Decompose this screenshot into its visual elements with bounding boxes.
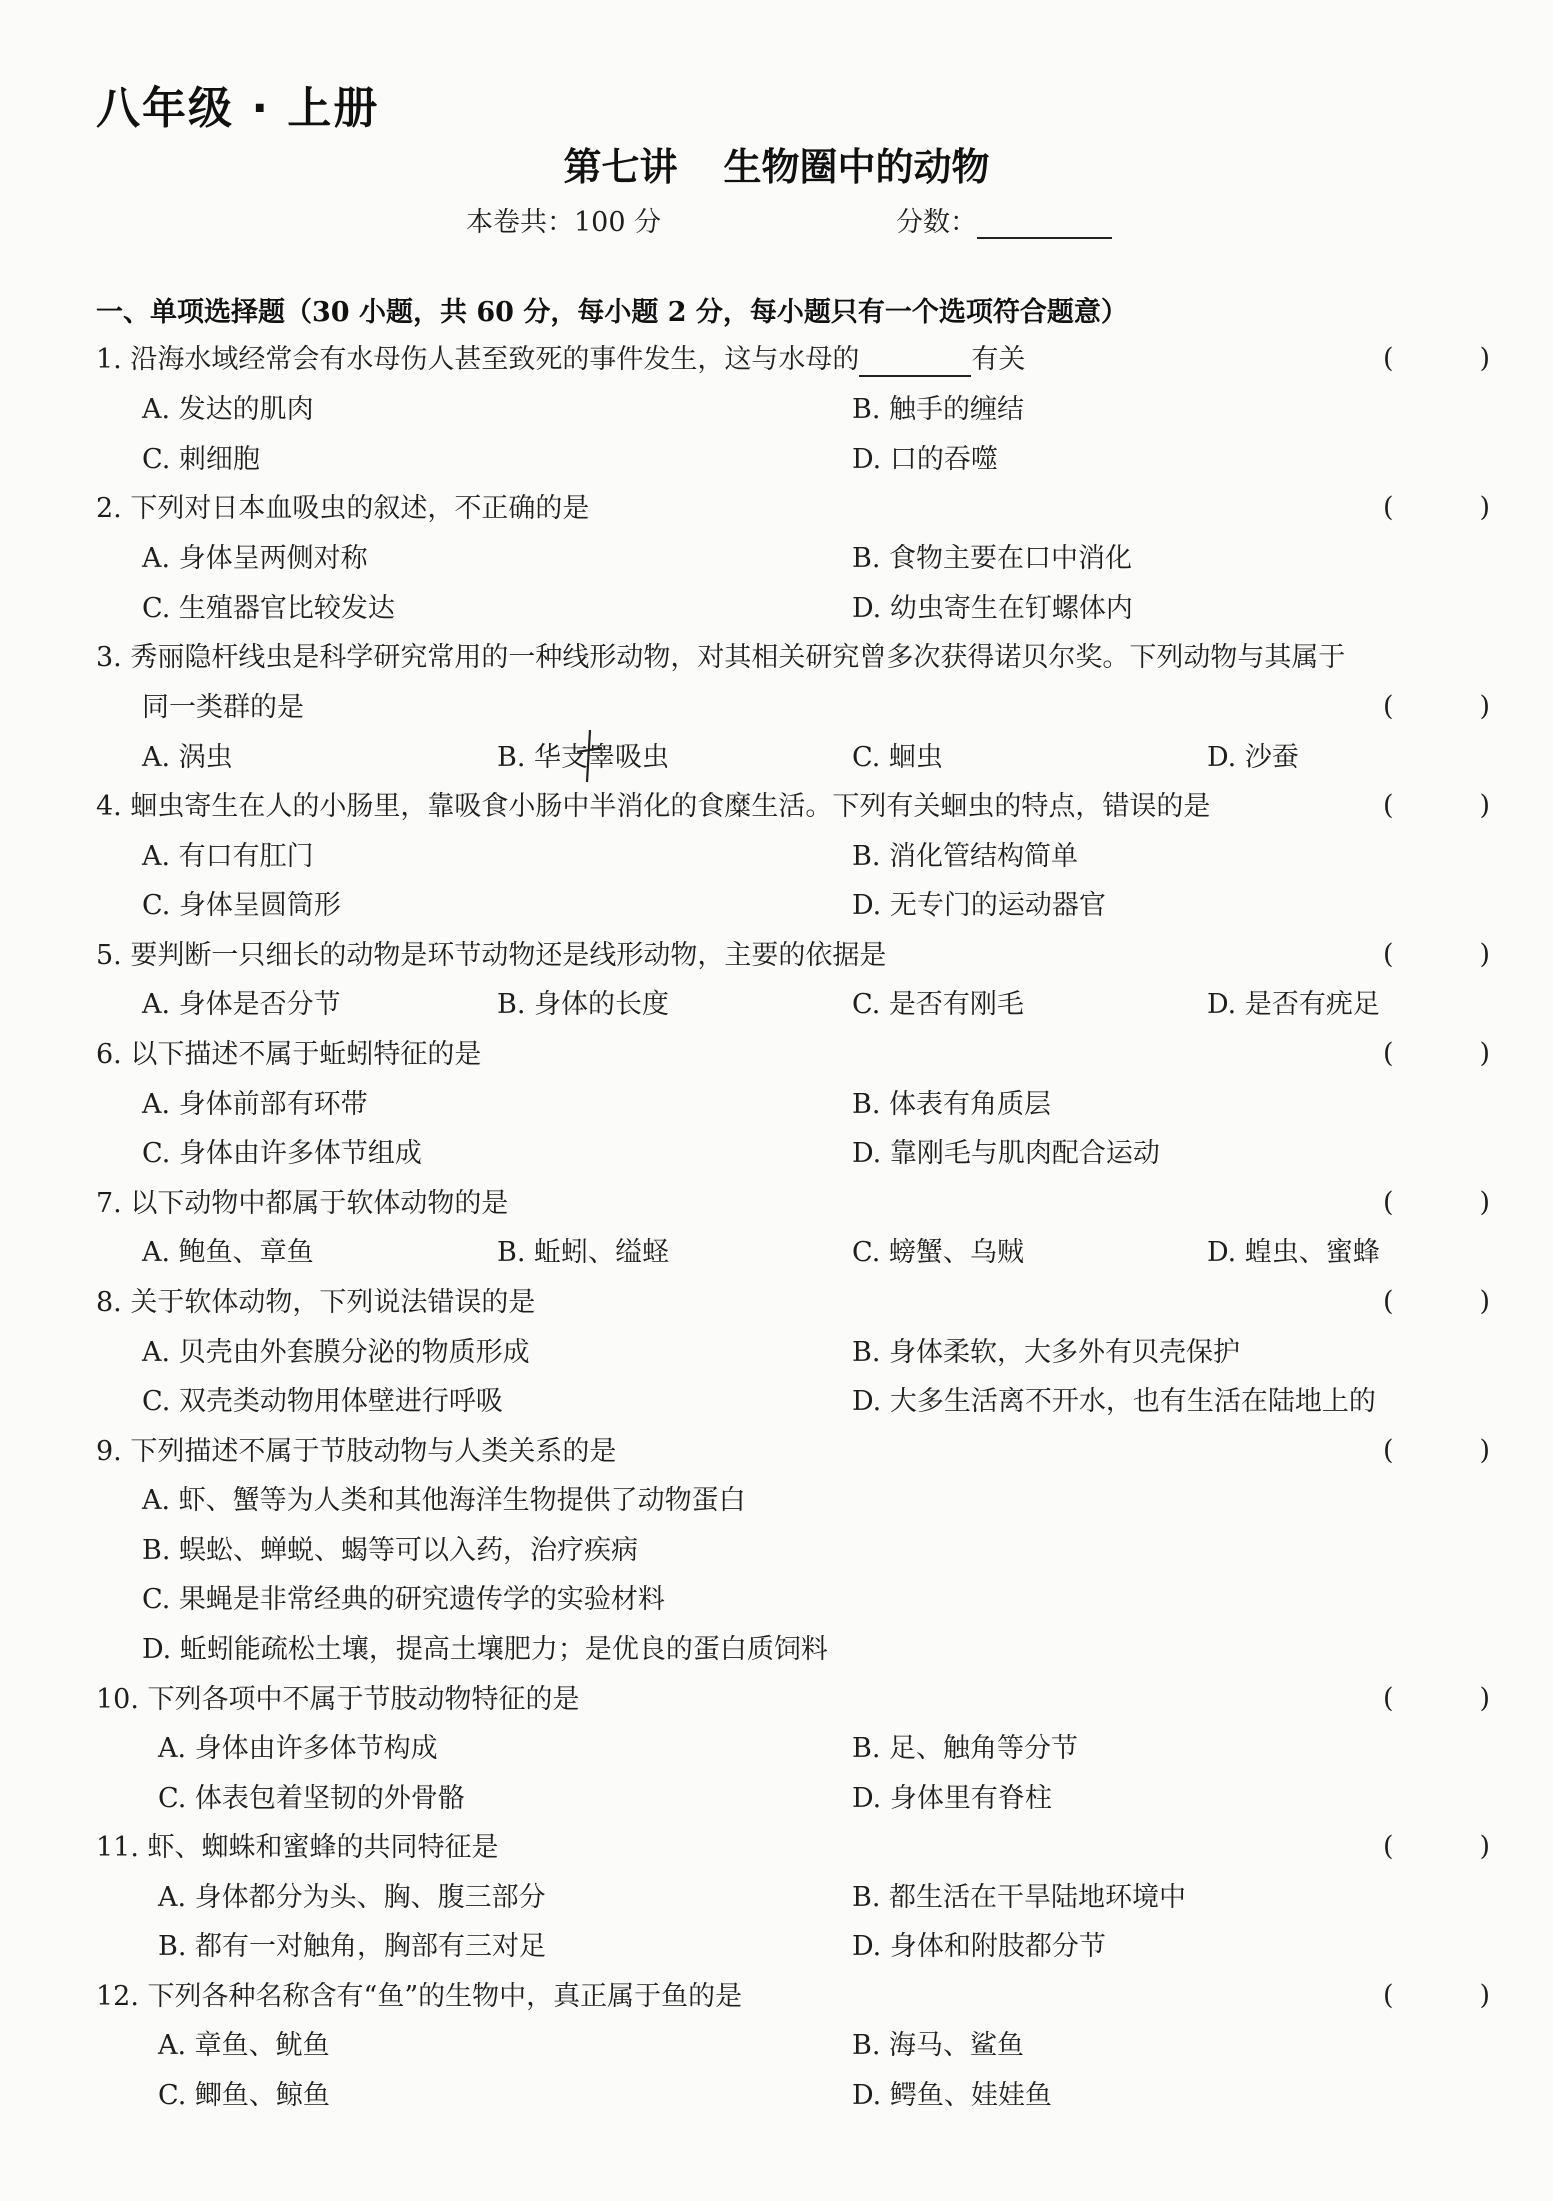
option-2c[interactable]: C. 生殖器官比较发达	[142, 593, 395, 624]
title-lecture: 第七讲	[563, 145, 678, 189]
option-3d[interactable]: D. 沙蚕	[1207, 742, 1299, 773]
option-12c[interactable]: C. 鲫鱼、鲸鱼	[158, 2080, 330, 2111]
answer-box-4[interactable]: ( )	[1383, 790, 1491, 821]
page-title	[0, 136, 1553, 191]
title-topic: 生物圈中的动物	[723, 145, 990, 189]
question-7-stem: 7. 以下动物中都属于软体动物的是	[96, 1188, 509, 1219]
option-8a[interactable]: A. 贝壳由外套膜分泌的物质形成	[142, 1337, 530, 1368]
option-10a[interactable]: A. 身体由许多体节构成	[158, 1733, 438, 1764]
option-2a[interactable]: A. 身体呈两侧对称	[142, 543, 368, 574]
option-2d[interactable]: D. 幼虫寄生在钉螺体内	[852, 593, 1133, 624]
answer-box-10[interactable]: ( )	[1383, 1683, 1491, 1714]
grade-label: 八年级 · 上册	[96, 83, 380, 134]
option-5a[interactable]: A. 身体是否分节	[142, 989, 341, 1020]
option-9b[interactable]: B. 蜈蚣、蝉蜕、蝎等可以入药，治疗疾病	[142, 1535, 639, 1566]
option-8c[interactable]: C. 双壳类动物用体壁进行呼吸	[142, 1386, 503, 1417]
option-1c[interactable]: C. 刺细胞	[142, 444, 260, 475]
option-6d[interactable]: D. 靠刚毛与肌肉配合运动	[852, 1138, 1160, 1169]
option-1b[interactable]: B. 触手的缠结	[852, 394, 1025, 425]
option-5d[interactable]: D. 是否有疣足	[1207, 989, 1380, 1020]
question-9-stem: 9. 下列描述不属于节肢动物与人类关系的是	[96, 1436, 617, 1467]
question-6-stem: 6. 以下描述不属于蚯蚓特征的是	[96, 1039, 482, 1070]
question-8-stem: 8. 关于软体动物，下列说法错误的是	[96, 1287, 536, 1318]
option-4c[interactable]: C. 身体呈圆筒形	[142, 890, 341, 921]
answer-box-9[interactable]: ( )	[1383, 1435, 1491, 1466]
option-8b[interactable]: B. 身体柔软，大多外有贝壳保护	[852, 1337, 1241, 1368]
option-9c[interactable]: C. 果蝇是非常经典的研究遗传学的实验材料	[142, 1584, 665, 1615]
option-10c[interactable]: C. 体表包着坚韧的外骨骼	[158, 1783, 465, 1814]
question-1-stem	[96, 343, 1025, 377]
option-11b[interactable]: B. 都生活在干旱陆地环境中	[852, 1882, 1187, 1913]
total-score: 本卷共：100 分	[466, 207, 662, 238]
option-7c[interactable]: C. 螃蟹、乌贼	[852, 1237, 1024, 1268]
answer-box-7[interactable]: ( )	[1383, 1187, 1491, 1218]
question-1-stem-tail: 有关	[971, 344, 1026, 375]
score-field[interactable]	[896, 200, 1112, 239]
question-12-stem: 12. 下列各种名称含有“鱼”的生物中，真正属于鱼的是	[96, 1981, 743, 2012]
option-12d[interactable]: D. 鳄鱼、娃娃鱼	[852, 2080, 1052, 2111]
option-5b[interactable]: B. 身体的长度	[497, 989, 670, 1020]
answer-box-1[interactable]: ( )	[1383, 343, 1491, 374]
option-9d[interactable]: D. 蚯蚓能疏松土壤，提高土壤肥力；是优良的蛋白质饲料	[142, 1634, 828, 1665]
option-4b[interactable]: B. 消化管结构简单	[852, 841, 1079, 872]
question-2-stem: 2. 下列对日本血吸虫的叙述，不正确的是	[96, 493, 590, 524]
answer-box-12[interactable]: ( )	[1383, 1980, 1491, 2011]
answer-box-6[interactable]: ( )	[1383, 1038, 1491, 1069]
option-3b[interactable]: B. 华支睾吸虫	[497, 742, 670, 773]
option-9a[interactable]: A. 虾、蟹等为人类和其他海洋生物提供了动物蛋白	[142, 1485, 746, 1516]
question-4-stem: 4. 蛔虫寄生在人的小肠里，靠吸食小肠中半消化的食糜生活。下列有关蛔虫的特点，错误的是	[96, 791, 1211, 822]
option-6a[interactable]: A. 身体前部有环带	[142, 1089, 368, 1120]
option-4d[interactable]: D. 无专门的运动器官	[852, 890, 1106, 921]
option-3c[interactable]: C. 蛔虫	[852, 742, 943, 773]
answer-box-11[interactable]: ( )	[1383, 1831, 1491, 1862]
score-label: 分数：	[896, 207, 977, 238]
option-10d[interactable]: D. 身体里有脊柱	[852, 1783, 1052, 1814]
option-1d[interactable]: D. 口的吞噬	[852, 444, 998, 475]
question-3-stem-line2: 同一类群的是	[142, 692, 304, 723]
option-11c[interactable]: B. 都有一对触角，胸部有三对足	[158, 1931, 547, 1962]
option-12b[interactable]: B. 海马、鲨鱼	[852, 2030, 1025, 2061]
question-1-blank[interactable]	[859, 349, 971, 377]
option-7b[interactable]: B. 蚯蚓、缢蛏	[497, 1237, 670, 1268]
question-11-stem: 11. 虾、蜘蛛和蜜蜂的共同特征是	[96, 1832, 499, 1863]
question-1-stem-text: 1. 沿海水域经常会有水母伤人甚至致死的事件发生，这与水母的	[96, 344, 860, 375]
score-blank[interactable]	[977, 211, 1112, 239]
option-5c[interactable]: C. 是否有刚毛	[852, 989, 1024, 1020]
answer-box-5[interactable]: ( )	[1383, 939, 1491, 970]
option-8d[interactable]: D. 大多生活离不开水，也有生活在陆地上的	[852, 1386, 1376, 1417]
option-7a[interactable]: A. 鲍鱼、章鱼	[142, 1237, 314, 1268]
option-6c[interactable]: C. 身体由许多体节组成	[142, 1138, 422, 1169]
option-11d[interactable]: D. 身体和附肢都分节	[852, 1931, 1106, 1962]
option-11a[interactable]: A. 身体都分为头、胸、腹三部分	[158, 1882, 546, 1913]
section-heading: 一、单项选择题（30 小题，共 60 分，每小题 2 分，每小题只有一个选项符合题意）	[96, 297, 1128, 328]
option-7d[interactable]: D. 蝗虫、蜜蜂	[1207, 1237, 1380, 1268]
option-2b[interactable]: B. 食物主要在口中消化	[852, 543, 1133, 574]
answer-box-2[interactable]: ( )	[1383, 492, 1491, 523]
option-10b[interactable]: B. 足、触角等分节	[852, 1733, 1079, 1764]
question-10-stem: 10. 下列各项中不属于节肢动物特征的是	[96, 1684, 580, 1715]
answer-box-3[interactable]: ( )	[1383, 691, 1491, 722]
question-3-stem: 3. 秀丽隐杆线虫是科学研究常用的一种线形动物，对其相关研究曾多次获得诺贝尔奖。下列动物与其属于	[96, 642, 1346, 673]
question-5-stem: 5. 要判断一只细长的动物是环节动物还是线形动物，主要的依据是	[96, 940, 887, 971]
answer-box-8[interactable]: ( )	[1383, 1286, 1491, 1317]
pencil-mark-icon	[574, 728, 604, 784]
option-3a[interactable]: A. 涡虫	[142, 742, 233, 773]
option-1a[interactable]: A. 发达的肌肉	[142, 394, 314, 425]
option-12a[interactable]: A. 章鱼、鱿鱼	[158, 2030, 330, 2061]
option-6b[interactable]: B. 体表有角质层	[852, 1089, 1052, 1120]
option-4a[interactable]: A. 有口有肛门	[142, 841, 314, 872]
